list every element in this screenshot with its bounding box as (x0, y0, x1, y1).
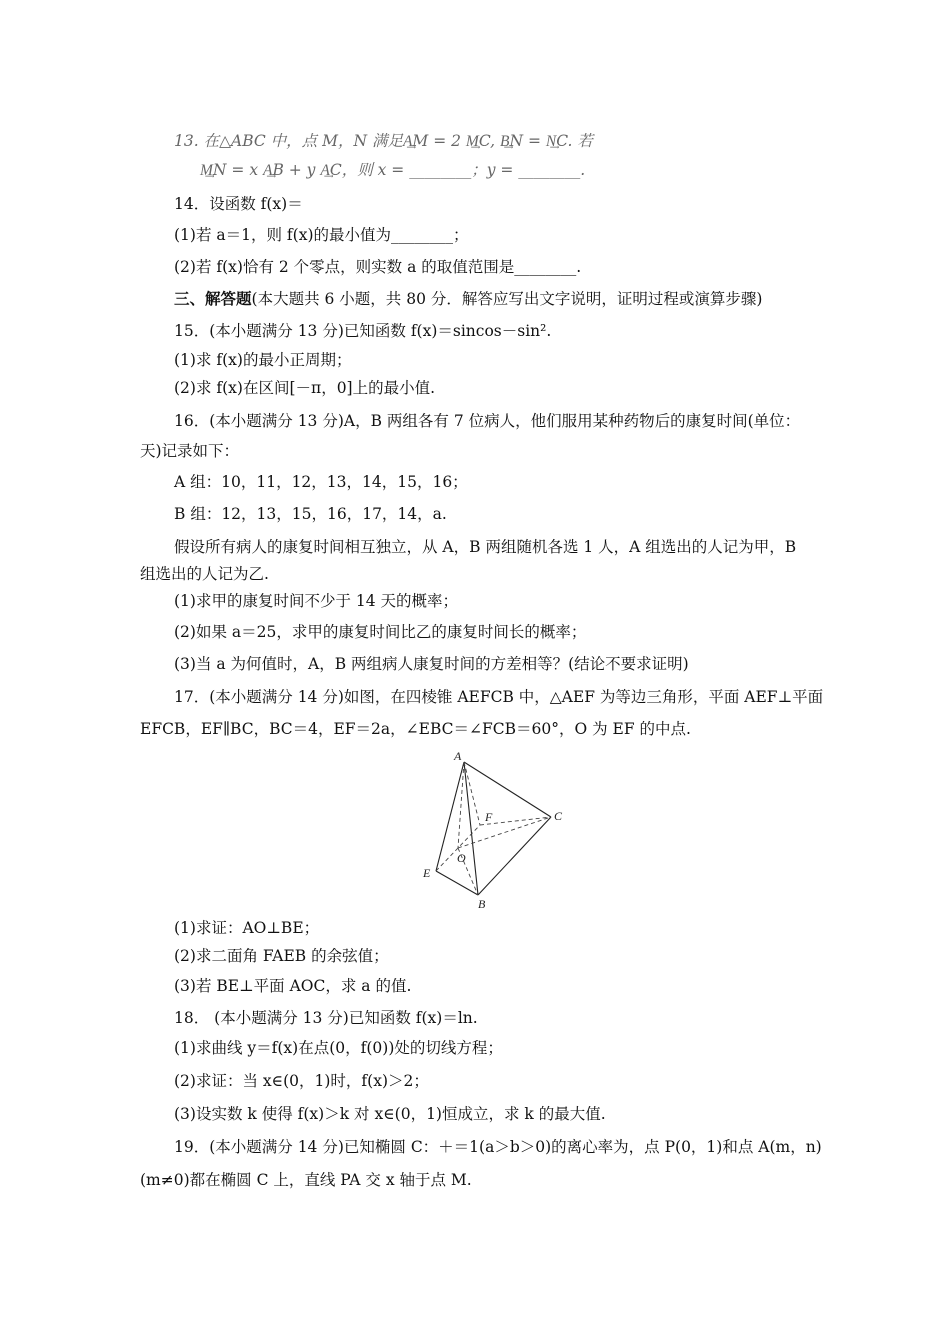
label-f: F (485, 810, 493, 824)
q18-part1: (1)求曲线 y＝f(x)在点(0，f(0))处的切线方程； (174, 1039, 503, 1057)
q16-assumption-line1: 假设所有病人的康复时间相互独立，从 A，B 两组随机各选 1 人，A 组选出的人记为甲，B (174, 538, 797, 556)
label-b: B (478, 897, 486, 910)
q17-part3: (3)若 BE⊥平面 AOC，求 a 的值. (174, 977, 412, 995)
q16-part3: (3)当 a 为何值时，A，B 两组病人康复时间的方差相等？(结论不要求证明) (174, 655, 689, 673)
q19-stem-line2: (m≠0)都在椭圆 C 上，直线 PA 交 x 轴于点 M. (140, 1171, 472, 1189)
pyramid-figure (418, 748, 568, 910)
q14-stem: 14．设函数 f(x)＝ (174, 195, 303, 213)
section-3-title: 三、解答题 (174, 289, 252, 308)
q16-group-b: B 组：12，13，15，16，17，14，a. (174, 505, 447, 523)
q16-assumption-line2: 组选出的人记为乙. (140, 565, 269, 583)
q14-part2: (2)若 f(x)恰有 2 个零点，则实数 a 的取值范围是________. (174, 258, 582, 276)
q18-stem: 18． (本小题满分 13 分)已知函数 f(x)＝ln. (174, 1009, 478, 1027)
label-a: A (454, 749, 462, 763)
q16-part2: (2)如果 a＝25，求甲的康复时间比乙的康复时间长的概率； (174, 623, 587, 641)
edge-ac (464, 762, 551, 817)
q13-line2: M͢N = x A͢B + y A͢C，则 x = ________；y = ________. (200, 161, 586, 179)
q19-stem-line1: 19．(本小题满分 14 分)已知椭圆 C：＋＝1(a＞b＞0)的离心率为，点 P(0，1)和点 A(m，n) (174, 1138, 822, 1156)
q17-stem-line2: EFCB，EF∥BC，BC＝4，EF＝2a，∠EBC＝∠FCB＝60°，O 为 EF 的中点. (140, 720, 691, 738)
edge-eb (436, 871, 478, 895)
q17-part2: (2)求二面角 FAEB 的余弦值； (174, 947, 389, 965)
q14-part1: (1)若 a＝1，则 f(x)的最小值为________； (174, 226, 469, 244)
q13-line1: 13. 在△ABC 中，点 M，N 满足A͢M = 2 M͢C, B͢N = N͢C. 若 (174, 132, 593, 150)
q15-part1: (1)求 f(x)的最小正周期； (174, 351, 352, 369)
edge-af (464, 762, 480, 825)
label-c: C (554, 809, 563, 823)
q15-stem: 15．(本小题满分 13 分)已知函数 f(x)＝sincos－sin². (174, 322, 552, 340)
q16-stem-line2: 天)记录如下： (140, 442, 240, 460)
label-e: E (423, 866, 431, 880)
q16-stem-line1: 16．(本小题满分 13 分)A，B 两组各有 7 位病人，他们服用某种药物后的康复时间(单位： (174, 412, 801, 430)
section-3-desc: (本大题共 6 小题，共 80 分．解答应写出文字说明，证明过程或演算步骤) (251, 290, 763, 308)
q16-group-a: A 组：10，11，12，13，14，15，16； (174, 473, 468, 491)
q15-part2: (2)求 f(x)在区间[－π，0]上的最小值. (174, 379, 436, 397)
edge-ab (464, 762, 478, 895)
label-o: O (457, 851, 466, 865)
q18-part3: (3)设实数 k 使得 f(x)＞k 对 x∈(0，1)恒成立，求 k 的最大值. (174, 1105, 606, 1123)
q17-stem-line1: 17．(本小题满分 14 分)如图，在四棱锥 AEFCB 中，△AEF 为等边三角形，平面 AEF⊥平面 (174, 688, 824, 706)
q17-part1: (1)求证：AO⊥BE； (174, 919, 320, 937)
section-3-heading (174, 289, 854, 309)
q16-part1: (1)求甲的康复时间不少于 14 天的概率； (174, 592, 459, 610)
q18-part2: (2)求证：当 x∈(0，1)时，f(x)＞2； (174, 1072, 429, 1090)
